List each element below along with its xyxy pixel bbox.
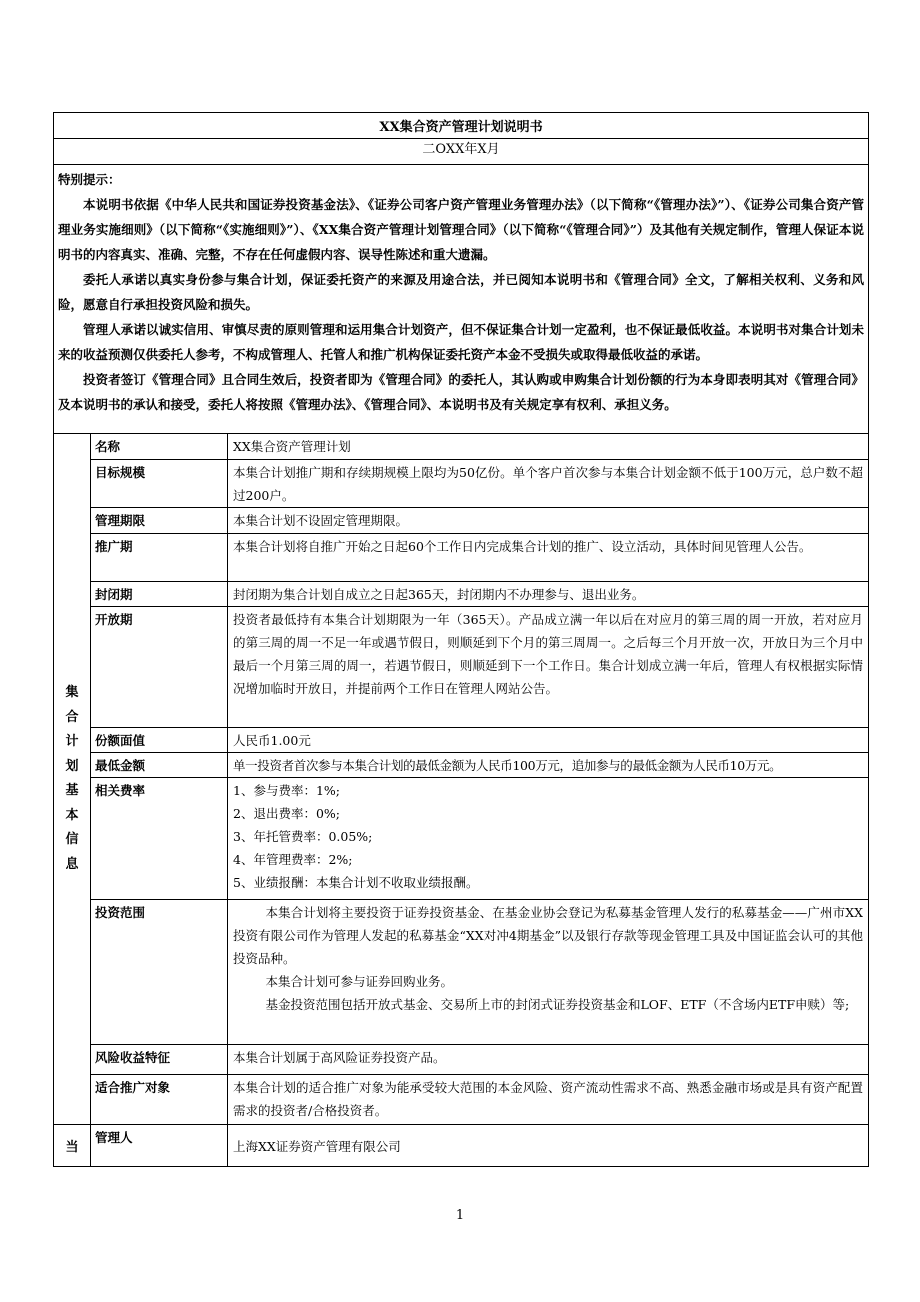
section-label-char: 合 xyxy=(65,709,79,725)
field-label-fees: 相关费率 xyxy=(91,778,228,900)
field-value-face-value: 人民币1.00元 xyxy=(228,728,869,753)
field-value-fees xyxy=(228,778,869,900)
scope-paragraph: 本集合计划将主要投资于证券投资基金、在基金业协会登记为私募基金管理人发行的私募基金——广州市XX投资有限公司作为管理人发起的私募基金“XX对冲4期基金”以及银行存款等现金管理工具及中国证监会认可的其他投资品种。 xyxy=(233,905,864,966)
field-label-manager: 管理人 xyxy=(91,1125,228,1167)
field-value-closed-period: 封闭期为集合计划自成立之日起365天，封闭期内不办理参与、退出业务。 xyxy=(228,582,869,607)
section-label-char: 集 xyxy=(65,685,79,700)
table-row xyxy=(54,508,869,534)
field-label-investment-scope: 投资范围 xyxy=(91,900,228,1045)
field-label-risk-return: 风险收益特征 xyxy=(91,1045,228,1075)
field-value-term: 本集合计划不设固定管理期限。 xyxy=(228,508,869,534)
fee-item: 5、业绩报酬：本集合计划不收取业绩报酬。 xyxy=(233,875,479,890)
document-date: 二OXX年X月 xyxy=(54,139,869,165)
special-notice xyxy=(54,165,869,434)
document-title: XX集合资产管理计划说明书 xyxy=(54,113,869,139)
fee-item: 2、退出费率：0%; xyxy=(233,806,340,821)
tips-row xyxy=(54,165,869,434)
prospectus-table xyxy=(53,112,869,1167)
section-label-char: 划 xyxy=(65,758,79,774)
field-label-promotion-period: 推广期 xyxy=(91,534,228,582)
table-row xyxy=(54,753,869,778)
fee-item: 3、年托管费率：0.05%; xyxy=(233,829,373,844)
field-label-term: 管理期限 xyxy=(91,508,228,534)
fee-item: 1、参与费率：1%; xyxy=(233,783,340,798)
field-value-minimum-amount: 单一投资者首次参与本集合计划的最低金额为人民币100万元，追加参与的最低金额为人民币10万元。 xyxy=(228,753,869,778)
field-value-name: XX集合资产管理计划 xyxy=(228,434,869,460)
table-row xyxy=(54,607,869,728)
table-row xyxy=(54,460,869,508)
section-label-plan-info xyxy=(54,434,91,1125)
table-row xyxy=(54,1075,869,1125)
field-label-face-value: 份额面值 xyxy=(91,728,228,753)
field-value-target-investors: 本集合计划的适合推广对象为能承受较大范围的本金风险、资产流动性需求不高、熟悉金融市场或是具有资产配置需求的投资者/合格投资者。 xyxy=(228,1075,869,1125)
fee-item: 4、年管理费率：2%; xyxy=(233,852,353,867)
section-label-char: 信 xyxy=(65,832,79,847)
section-label-parties: 当 xyxy=(54,1125,91,1167)
table-row xyxy=(54,728,869,753)
table-row xyxy=(54,1125,869,1167)
field-value-open-period: 投资者最低持有本集合计划期限为一年（365天）。产品成立满一年以后在对应月的第三周的周一开放，若对应月的第三周的周一不足一年或遇节假日，则顺延到下个月的第三周周一。之后每三个月开放一次，开放日为三个月中最后一个月第三周的周一，若遇节假日，则顺延到下一个工作日。集合计划成立满一年后，管理人有权根据实际情况增加临时开放日，并提前两个工作日在管理人网站公告。 xyxy=(228,607,869,728)
page-number: 1 xyxy=(455,1208,465,1223)
table-row xyxy=(54,778,869,900)
notice-paragraph: 委托人承诺以真实身份参与集合计划，保证委托资产的来源及用途合法，并已阅知本说明书和《管理合同》全文，了解相关权利、义务和风险，愿意自行承担投资风险和损失。 xyxy=(58,272,865,312)
table-row xyxy=(54,434,869,460)
notice-paragraph: 本说明书依据《中华人民共和国证券投资基金法》、《证券公司客户资产管理业务管理办法》（以下简称“《管理办法》”）、《证券公司集合资产管理业务实施细则》（以下简称“《实施细则》”）、《XX集合资产管理计划管理合同》（以下简称“《管理合同》”）及其他有关规定制作，管理人保证本说明书的内容真实、准确、完整，不存在任何虚假内容、误导性陈述和重大遗漏。 xyxy=(58,197,865,262)
field-value-risk-return: 本集合计划属于高风险证券投资产品。 xyxy=(228,1045,869,1075)
notice-paragraph: 管理人承诺以诚实信用、审慎尽责的原则管理和运用集合计划资产，但不保证集合计划一定盈利，也不保证最低收益。本说明书对集合计划未来的收益预测仅供委托人参考，不构成管理人、托管人和推广机构保证委托资产本金不受损失或取得最低收益的承诺。 xyxy=(58,322,865,362)
scope-paragraph: 本集合计划可参与证券回购业务。 xyxy=(265,974,454,989)
section-label-char: 本 xyxy=(65,807,79,823)
field-value-promotion-period: 本集合计划将自推广开始之日起60个工作日内完成集合计划的推广、设立活动，具体时间见管理人公告。 xyxy=(228,534,869,582)
field-value-scale: 本集合计划推广期和存续期规模上限均为50亿份。单个客户首次参与本集合计划金额不低于100万元，总户数不超过200户。 xyxy=(228,460,869,508)
section-label-char: 基 xyxy=(65,783,79,798)
field-label-minimum-amount: 最低金额 xyxy=(91,753,228,778)
field-label-name: 名称 xyxy=(91,434,228,460)
field-value-investment-scope xyxy=(228,900,869,1045)
table-row xyxy=(54,582,869,607)
field-label-closed-period: 封闭期 xyxy=(91,582,228,607)
field-label-target-investors: 适合推广对象 xyxy=(91,1075,228,1125)
field-label-scale: 目标规模 xyxy=(91,460,228,508)
title-row xyxy=(54,113,869,139)
scope-paragraph: 基金投资范围包括开放式基金、交易所上市的封闭式证券投资基金和LOF、ETF（不含场内ETF申赎）等; xyxy=(265,997,850,1012)
document-sheet xyxy=(53,112,868,1167)
table-row xyxy=(54,1045,869,1075)
notice-paragraph: 投资者签订《管理合同》且合同生效后，投资者即为《管理合同》的委托人，其认购或申购集合计划份额的行为本身即表明其对《管理合同》及本说明书的承认和接受，委托人将按照《管理办法》、《管理合同》、本说明书及有关规定享有权利、承担义务。 xyxy=(58,372,865,412)
section-label-char: 计 xyxy=(65,734,79,749)
table-row xyxy=(54,534,869,582)
notice-heading: 特别提示： xyxy=(58,172,121,187)
field-label-open-period: 开放期 xyxy=(91,607,228,728)
section-label-char: 息 xyxy=(65,856,79,872)
table-row xyxy=(54,900,869,1045)
field-value-manager: 上海XX证券资产管理有限公司 xyxy=(228,1125,869,1167)
date-row xyxy=(54,139,869,165)
